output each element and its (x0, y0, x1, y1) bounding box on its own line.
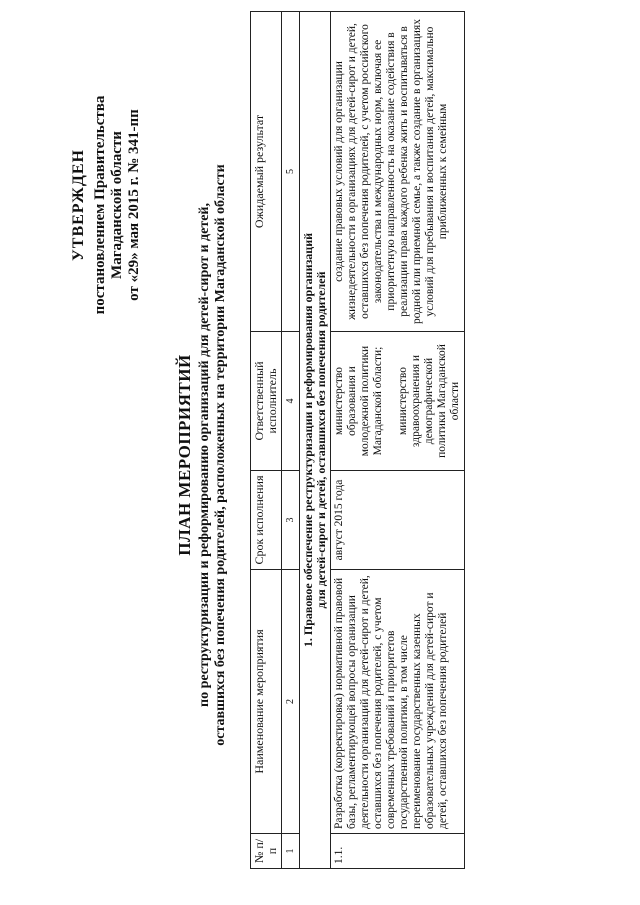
approval-line-1: постановлением Правительства (92, 95, 108, 315)
column-number: 5 (282, 12, 300, 332)
approval-block (70, 55, 143, 355)
row-number: 1.1. (331, 834, 465, 869)
table-row (331, 12, 465, 869)
header-number: № п/п (251, 834, 282, 869)
column-number: 4 (282, 332, 300, 471)
header-activity: Наименование мероприятия (251, 570, 282, 834)
header-deadline: Срок исполнения (251, 471, 282, 570)
approval-line-2: Магаданской области (109, 131, 125, 279)
row-result: создание правовых условий для организации жизнедеятельности в организациях для детей-сирот и детей, оставшихся без попечения родителей, с учетом российского законодательства и международных норм, включая ее приоритетную направленность на оказание содействия в реализации права каждого ребенка жить и воспитываться в родной или приемной семье, а также создание в организациях условий для пребывания и воспитания детей, максимально приближенных к семейным (331, 12, 465, 332)
section-title (300, 12, 331, 869)
document-subtitle-line-1: по реструктуризации и реформированию организаций для детей-сирот и детей, (197, 203, 212, 707)
approval-caption: УТВЕРЖДЕН (70, 149, 87, 261)
plan-table (250, 11, 465, 869)
header-executor: Ответственный исполнитель (251, 332, 282, 471)
row-deadline: август 2015 года (331, 471, 465, 570)
row-executor (331, 332, 465, 471)
column-number-row (282, 12, 300, 869)
document-subtitle-line-2: оставшихся без попечения родителей, расположенных на территории Магаданской области (213, 164, 228, 746)
section-title-line-2: для детей-сирот и детей, оставшихся без попечения родителей (314, 271, 328, 609)
section-title-line-1: 1. Правовое обеспечение реструктуризации и реформирования организаций (301, 232, 315, 648)
table-header-row (251, 12, 282, 869)
row-executor-2: министерство здравоохранения и демографической политики Магаданской области (397, 344, 461, 458)
approval-line-3: от «29» мая 2015 г. № 341-пп (126, 109, 142, 301)
column-number: 3 (282, 471, 300, 570)
column-number: 1 (282, 834, 300, 869)
document-heading (175, 95, 229, 815)
section-row (300, 12, 331, 869)
header-result: Ожидаемый результат (251, 12, 282, 332)
column-number: 2 (282, 570, 300, 834)
row-activity: Разработка (корректировка) нормативной правовой базы, регламентирующей вопросы организации деятельности организаций для детей-сирот и детей, оставшихся без попечения родителей, с учетом современных требований и приоритетов государственной политики, в том числе переименование государственных казенных образовательных учреждений для детей-сирот и детей, оставшихся без попечения родителей (331, 570, 465, 834)
row-executor-1: министерство образования и молодежной политики Магаданской области; (333, 345, 384, 457)
document-title: ПЛАН МЕРОПРИЯТИЙ (175, 354, 194, 556)
